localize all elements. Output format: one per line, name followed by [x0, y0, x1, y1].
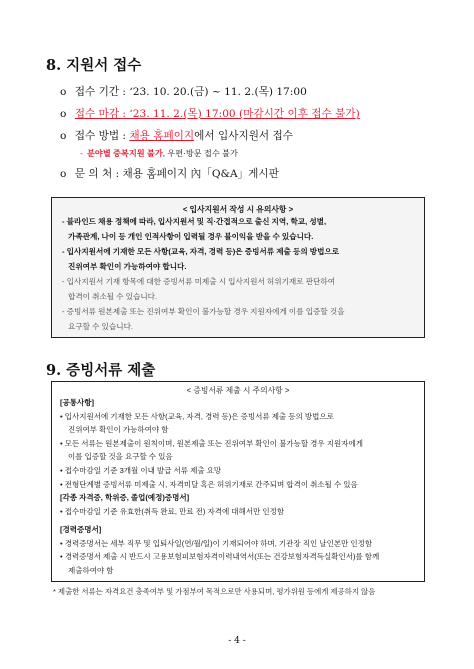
- dash: -: [62, 277, 65, 286]
- bullet-dot: •: [60, 465, 63, 475]
- receipt-deadline-item: [60, 106, 360, 121]
- notice-item-4: [62, 305, 414, 334]
- bullet: o: [60, 86, 67, 98]
- section-8-title: 8. 지원서 접수: [46, 57, 142, 74]
- recruitment-homepage-link[interactable]: 채용 홈페이지: [129, 130, 195, 142]
- list-item: 입사지원서에 기재한 모든 사항(교육, 자격, 경력 등)은 증빙서류 제출 등의 방법으로: [64, 411, 334, 421]
- notice-line: 가족관계, 나이 등 개인 인적사항이 입력될 경우 불이익을 받을 수 있습니다.: [68, 231, 314, 241]
- page-number: - 4 -: [228, 636, 246, 646]
- inquiry-text: 문 의 처 : 채용 홈페이지 內「Q&A」게시판: [74, 168, 279, 180]
- list-item: 접수마감일 기준 유효한(취득 완료, 만료 전) 자격에 대해서만 인정함: [64, 506, 285, 516]
- group-header: [공통사항]: [60, 398, 94, 407]
- receipt-method-suffix: 에서 입사지원서 접수: [194, 130, 293, 142]
- documents-box-title: < 증빙서류 제출 시 주의사항 >: [186, 386, 290, 395]
- receipt-period-item: [60, 84, 307, 99]
- receipt-deadline-text: 접수 마감 : ‘23. 11. 2.(목) 17:00 (마감시간 이후 접수 불가): [74, 108, 360, 120]
- notice-item-1: [62, 215, 414, 244]
- certificate-group: [60, 491, 416, 518]
- group-header: [경력증명서]: [60, 525, 102, 534]
- list-item: 접수마감일 기준 3개월 이내 발급 서류 제출 요망: [64, 465, 222, 475]
- notice-item-2: [62, 245, 414, 274]
- notice-box-title: < 입사지원서 작성 시 유의사항 >: [182, 205, 294, 214]
- career-group: [60, 523, 416, 577]
- bullet-dot: •: [60, 538, 63, 548]
- notice-line: 증빙서류 원본제출 또는 진위여부 확인이 불가능할 경우 지원자에게 이를 입증할 것을: [66, 307, 345, 316]
- dash: -: [62, 217, 65, 226]
- inquiry-item: [60, 166, 279, 181]
- list-item: 모든 서류는 원본제출이 원칙이며, 원본제출 또는 진위여부 확인이 불가능할 경우 지원자에게: [64, 438, 363, 448]
- list-item: 진위여부 확인이 가능하여야 함: [68, 425, 169, 435]
- notice-line: 합격이 취소될 수 있습니다.: [68, 291, 158, 301]
- common-group: [60, 396, 416, 491]
- duplicate-application-note: [80, 148, 238, 159]
- bullet-dot: •: [60, 411, 63, 421]
- list-item: 제출하여야 함: [68, 565, 114, 575]
- notice-line: 요구할 수 있습니다.: [68, 321, 134, 331]
- bullet-dot: •: [60, 506, 63, 516]
- list-item: 경력증명서 제출 시 반드시 고용보험피보험자격이력내역서(또는 건강보험자격득실확인서)를 함께: [64, 552, 380, 562]
- footnote: * 제출한 서류는 자격요건 충족여부 및 가점부여 목적으로만 사용되며, 평가위원 등에게 제공하지 않음: [53, 587, 376, 596]
- dash: -: [62, 247, 65, 256]
- list-item: 전형단계별 증빙서류 미제출 시, 자격미달 혹은 허위기재로 간주되며 합격이 취소될 수 있음: [64, 479, 358, 489]
- receipt-method-prefix: 접수 방법 :: [74, 130, 130, 142]
- bullet: o: [60, 168, 67, 180]
- notice-line: 진위여부 확인이 가능하여야 합니다.: [68, 261, 187, 271]
- notice-line: 블라인드 채용 정책에 따라, 입사지원서 및 직·간접적으로 출신 지역, 학교, 성별,: [66, 217, 327, 226]
- section-9-title: 9. 증빙서류 제출: [46, 362, 156, 379]
- application-notice-box: [51, 197, 425, 338]
- note-red-text: 분야별 중복지원 불가: [87, 149, 163, 158]
- bullet-dot: •: [60, 438, 63, 448]
- bullet-dot: •: [60, 479, 63, 489]
- group-header: [각종 자격증, 학위증, 졸업(예정)증명서]: [60, 493, 190, 502]
- bullet-dot: •: [60, 552, 63, 562]
- receipt-method-item: [60, 128, 293, 143]
- bullet: o: [60, 108, 67, 120]
- documents-notice-box: [51, 381, 425, 582]
- bullet: o: [60, 130, 67, 142]
- note-rest-text: , 우편·방문 접수 불가: [162, 149, 238, 158]
- note-dash: -: [80, 149, 83, 158]
- list-item: 이를 입증할 것을 요구할 수 있음: [68, 452, 173, 462]
- dash: -: [62, 307, 65, 316]
- notice-line: 입사지원서에 기재한 모든 사항(교육, 자격, 경력 등)은 증빙서류 제출 등의 방법으로: [66, 247, 340, 256]
- notice-item-3: [62, 275, 414, 304]
- receipt-period-text: 접수 기간 : ‘23. 10. 20.(금) ~ 11. 2.(목) 17:00: [74, 86, 307, 98]
- notice-line: 입사지원서 기재 항목에 대한 증빙서류 미제출 시 입사지원서 허위기재로 판단하여: [66, 277, 336, 286]
- list-item: 경력증명서는 세부 직무 및 입퇴사일(연/월/일)이 기재되어야 하며, 기관장 직인 날인본만 인정함: [64, 538, 373, 548]
